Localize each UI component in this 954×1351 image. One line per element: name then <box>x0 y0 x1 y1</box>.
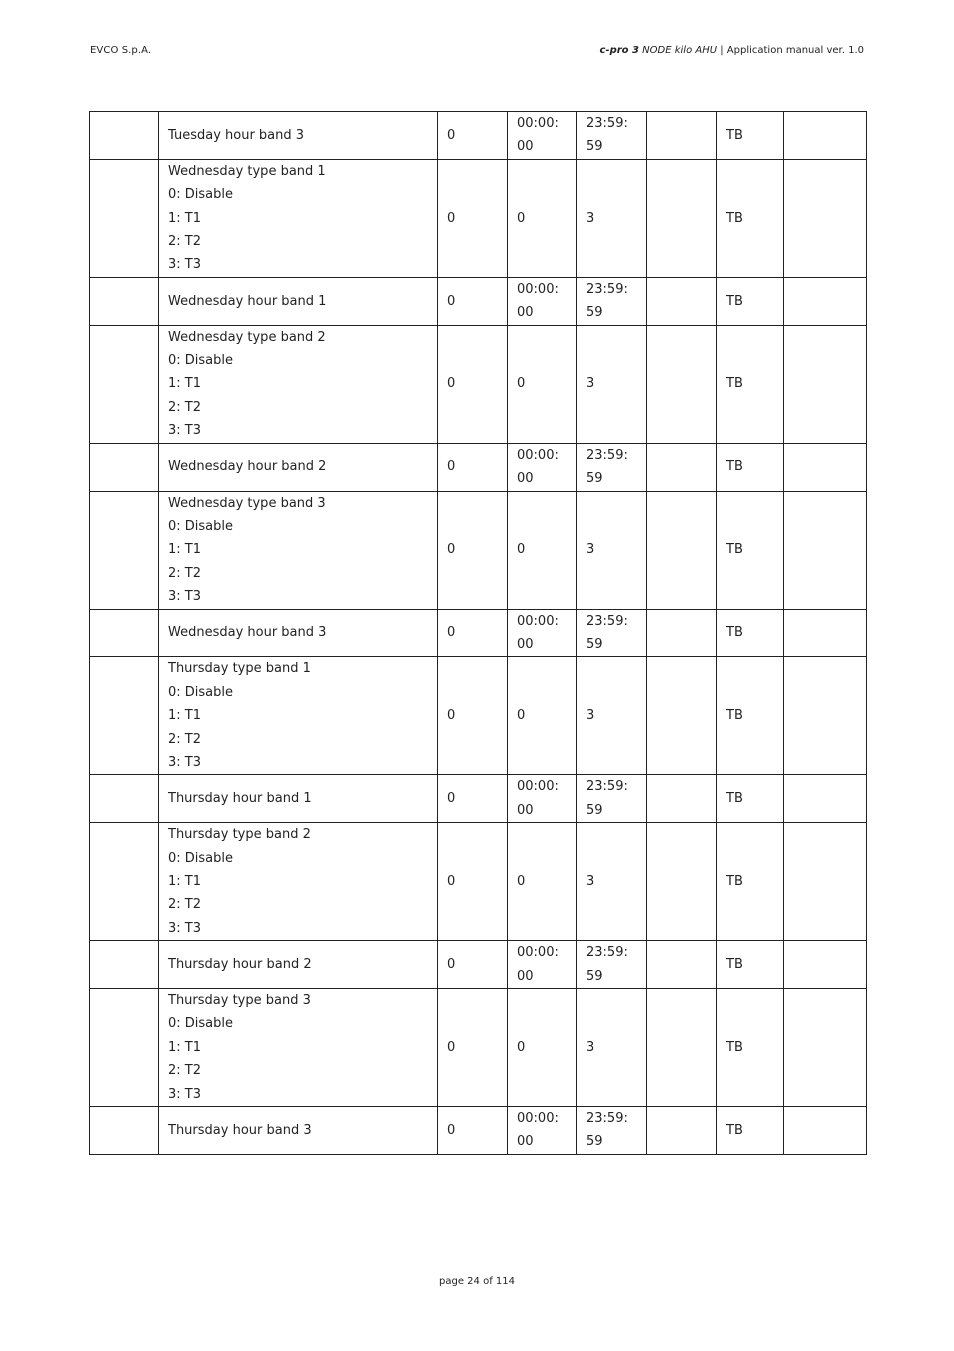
default-value-cell: 0 <box>438 443 508 491</box>
table-row <box>90 941 867 989</box>
min-value-part: 00:00: <box>517 447 559 463</box>
min-value-part: 00 <box>517 968 534 984</box>
description-line: Wednesday type band 3 <box>168 495 326 511</box>
description-line: 1: T1 <box>168 1039 201 1055</box>
parameter-label-cell <box>90 989 159 1107</box>
description-line: 0: Disable <box>168 850 234 866</box>
min-value-part: 00:00: <box>517 945 559 961</box>
category-cell: TB <box>717 823 784 941</box>
max-value-part: 23:59: <box>586 116 628 131</box>
unit-cell <box>647 443 717 491</box>
max-value-cell <box>577 159 647 277</box>
max-value-part: 59 <box>586 968 603 984</box>
max-value-cell <box>577 277 647 325</box>
parameter-description-cell <box>159 112 438 160</box>
notes-cell <box>784 989 867 1107</box>
unit-cell <box>647 657 717 775</box>
max-value-cell <box>577 491 647 609</box>
max-value-part: 23:59: <box>586 447 628 463</box>
default-value-cell: 0 <box>438 325 508 443</box>
unit-cell <box>647 491 717 609</box>
description-line: Thursday hour band 1 <box>168 791 312 807</box>
max-value-cell <box>577 823 647 941</box>
parameter-label-cell <box>90 443 159 491</box>
description-line: 3: T3 <box>168 257 201 273</box>
max-value-part: 23:59: <box>586 1111 628 1127</box>
table-row <box>90 277 867 325</box>
parameter-description-cell <box>159 989 438 1107</box>
unit-cell <box>647 989 717 1107</box>
description-line: 2: T2 <box>168 897 201 913</box>
description-line: Thursday type band 2 <box>168 827 311 843</box>
table-row <box>90 491 867 609</box>
parameter-label-cell <box>90 609 159 657</box>
unit-cell <box>647 159 717 277</box>
min-value-part: 0 <box>517 210 526 226</box>
table-row <box>90 989 867 1107</box>
default-value-cell: 0 <box>438 491 508 609</box>
unit-cell <box>647 823 717 941</box>
description-line: Wednesday type band 1 <box>168 163 326 179</box>
min-value-part: 00 <box>517 305 534 321</box>
parameter-table-body <box>90 112 867 1155</box>
company-name: EVCO S.p.A. <box>90 45 152 56</box>
notes-cell <box>784 491 867 609</box>
max-value-cell <box>577 941 647 989</box>
min-value-cell <box>508 443 577 491</box>
max-value-cell <box>577 1107 647 1155</box>
brand-name: c-pro 3 <box>599 45 639 56</box>
unit-cell <box>647 1107 717 1155</box>
product-name: NODE kilo AHU <box>642 45 718 56</box>
max-value-part: 3 <box>586 1039 595 1055</box>
notes-cell <box>784 657 867 775</box>
parameter-description-cell <box>159 823 438 941</box>
default-value-cell: 0 <box>438 823 508 941</box>
description-line: 1: T1 <box>168 210 201 226</box>
table-row <box>90 657 867 775</box>
max-value-part: 59 <box>586 471 603 487</box>
min-value-part: 00 <box>517 802 534 818</box>
min-value-part: 00:00: <box>517 779 559 795</box>
default-value-cell: 0 <box>438 1107 508 1155</box>
description-line: Thursday type band 3 <box>168 993 311 1009</box>
parameter-description-cell <box>159 941 438 989</box>
description-line: 2: T2 <box>168 1063 201 1079</box>
min-value-part: 00 <box>517 139 534 155</box>
max-value-part: 59 <box>586 802 603 818</box>
notes-cell <box>784 823 867 941</box>
description-line: Tuesday hour band 3 <box>168 127 305 143</box>
parameter-description-cell <box>159 277 438 325</box>
max-value-part: 3 <box>586 210 595 226</box>
max-value-cell <box>577 989 647 1107</box>
min-value-part: 0 <box>517 1039 526 1055</box>
max-value-cell <box>577 443 647 491</box>
description-line: 1: T1 <box>168 542 201 558</box>
default-value-cell: 0 <box>438 277 508 325</box>
category-cell: TB <box>717 325 784 443</box>
min-value-part: 00:00: <box>517 116 559 131</box>
max-value-part: 23:59: <box>586 779 628 795</box>
min-value-cell <box>508 775 577 823</box>
parameter-description-cell <box>159 159 438 277</box>
description-line: 2: T2 <box>168 731 201 747</box>
description-line: 0: Disable <box>168 1016 234 1032</box>
description-line: Wednesday hour band 2 <box>168 459 327 475</box>
max-value-part: 59 <box>586 305 603 321</box>
min-value-part: 0 <box>517 708 526 724</box>
max-value-part: 3 <box>586 542 595 558</box>
notes-cell <box>784 112 867 160</box>
category-cell: TB <box>717 443 784 491</box>
parameter-description-cell <box>159 1107 438 1155</box>
notes-cell <box>784 277 867 325</box>
min-value-cell <box>508 325 577 443</box>
min-value-cell <box>508 159 577 277</box>
table-row <box>90 112 867 160</box>
parameter-label-cell <box>90 823 159 941</box>
document-title <box>600 45 865 56</box>
default-value-cell: 0 <box>438 775 508 823</box>
max-value-part: 23:59: <box>586 945 628 961</box>
min-value-part: 00 <box>517 636 534 652</box>
description-line: Wednesday type band 2 <box>168 329 326 345</box>
max-value-part: 23:59: <box>586 613 628 629</box>
notes-cell <box>784 941 867 989</box>
category-cell: TB <box>717 491 784 609</box>
unit-cell <box>647 325 717 443</box>
category-cell: TB <box>717 657 784 775</box>
parameter-label-cell <box>90 277 159 325</box>
unit-cell <box>647 775 717 823</box>
min-value-part: 00 <box>517 1134 534 1150</box>
parameter-description-cell <box>159 491 438 609</box>
description-line: Thursday hour band 3 <box>168 1122 312 1138</box>
unit-cell <box>647 112 717 160</box>
parameter-label-cell <box>90 1107 159 1155</box>
min-value-part: 00:00: <box>517 613 559 629</box>
unit-cell <box>647 609 717 657</box>
description-line: Wednesday hour band 3 <box>168 625 327 641</box>
description-line: Wednesday hour band 1 <box>168 293 327 309</box>
table-row <box>90 443 867 491</box>
table-row <box>90 609 867 657</box>
category-cell: TB <box>717 112 784 160</box>
parameter-description-cell <box>159 325 438 443</box>
category-cell: TB <box>717 989 784 1107</box>
description-line: 3: T3 <box>168 1086 201 1102</box>
min-value-cell <box>508 1107 577 1155</box>
page-number: page 24 of 114 <box>439 1276 515 1287</box>
notes-cell <box>784 1107 867 1155</box>
max-value-part: 59 <box>586 1134 603 1150</box>
max-value-part: 3 <box>586 708 595 724</box>
category-cell: TB <box>717 277 784 325</box>
description-line: 2: T2 <box>168 399 201 415</box>
default-value-cell: 0 <box>438 657 508 775</box>
default-value-cell: 0 <box>438 112 508 160</box>
table-row <box>90 1107 867 1155</box>
max-value-part: 23:59: <box>586 281 628 297</box>
unit-cell <box>647 941 717 989</box>
description-line: 2: T2 <box>168 565 201 581</box>
notes-cell <box>784 159 867 277</box>
parameter-label-cell <box>90 657 159 775</box>
default-value-cell: 0 <box>438 989 508 1107</box>
parameter-label-cell <box>90 941 159 989</box>
description-line: 1: T1 <box>168 874 201 889</box>
min-value-cell <box>508 277 577 325</box>
description-line: 0: Disable <box>168 518 234 534</box>
table-row <box>90 159 867 277</box>
min-value-part: 00:00: <box>517 1111 559 1127</box>
parameter-label-cell <box>90 325 159 443</box>
min-value-cell <box>508 491 577 609</box>
table-row <box>90 823 867 941</box>
category-cell: TB <box>717 1107 784 1155</box>
min-value-cell <box>508 112 577 160</box>
max-value-cell <box>577 775 647 823</box>
description-line: 1: T1 <box>168 376 201 392</box>
description-line: 3: T3 <box>168 920 201 936</box>
min-value-cell <box>508 609 577 657</box>
table-row <box>90 775 867 823</box>
description-line: 3: T3 <box>168 589 201 605</box>
max-value-cell <box>577 325 647 443</box>
description-line: 3: T3 <box>168 423 201 439</box>
parameter-description-cell <box>159 443 438 491</box>
max-value-cell <box>577 609 647 657</box>
description-line: 0: Disable <box>168 684 234 700</box>
description-line: 0: Disable <box>168 187 234 203</box>
notes-cell <box>784 775 867 823</box>
category-cell: TB <box>717 159 784 277</box>
parameter-label-cell <box>90 775 159 823</box>
description-line: Thursday hour band 2 <box>168 956 312 972</box>
parameter-description-cell <box>159 657 438 775</box>
parameter-description-cell <box>159 775 438 823</box>
max-value-cell <box>577 112 647 160</box>
category-cell: TB <box>717 941 784 989</box>
min-value-part: 0 <box>517 542 526 558</box>
min-value-part: 0 <box>517 874 526 889</box>
manual-version: | Application manual ver. 1.0 <box>720 45 864 56</box>
max-value-part: 59 <box>586 139 603 155</box>
notes-cell <box>784 609 867 657</box>
parameter-table <box>89 111 867 1155</box>
max-value-part: 3 <box>586 376 595 392</box>
description-line: Thursday type band 1 <box>168 661 311 677</box>
min-value-part: 00 <box>517 471 534 487</box>
unit-cell <box>647 277 717 325</box>
table-row <box>90 325 867 443</box>
max-value-part: 3 <box>586 874 595 889</box>
notes-cell <box>784 325 867 443</box>
max-value-part: 59 <box>586 636 603 652</box>
min-value-cell <box>508 941 577 989</box>
parameter-description-cell <box>159 609 438 657</box>
min-value-part: 0 <box>517 376 526 392</box>
default-value-cell: 0 <box>438 159 508 277</box>
category-cell: TB <box>717 609 784 657</box>
parameter-label-cell <box>90 491 159 609</box>
notes-cell <box>784 443 867 491</box>
max-value-cell <box>577 657 647 775</box>
default-value-cell: 0 <box>438 609 508 657</box>
parameter-label-cell <box>90 159 159 277</box>
description-line: 3: T3 <box>168 754 201 770</box>
default-value-cell: 0 <box>438 941 508 989</box>
min-value-cell <box>508 823 577 941</box>
description-line: 0: Disable <box>168 353 234 369</box>
description-line: 2: T2 <box>168 234 201 250</box>
parameter-label-cell <box>90 112 159 160</box>
category-cell: TB <box>717 775 784 823</box>
min-value-part: 00:00: <box>517 281 559 297</box>
min-value-cell <box>508 657 577 775</box>
min-value-cell <box>508 989 577 1107</box>
description-line: 1: T1 <box>168 708 201 724</box>
